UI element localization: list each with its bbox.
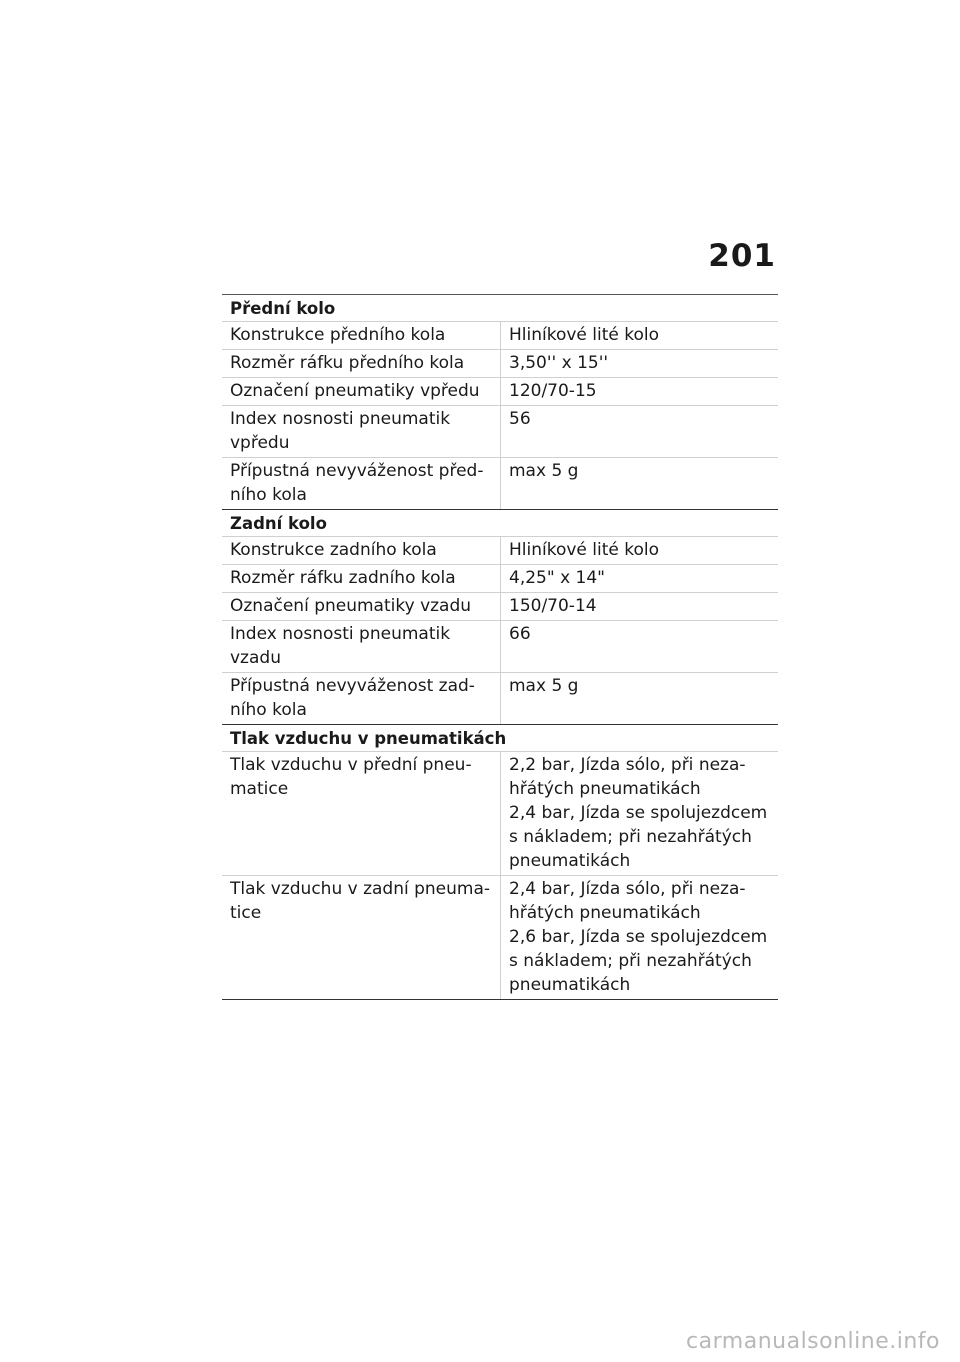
value-text: 66 bbox=[509, 624, 531, 644]
row-label: Konstrukce zadního kola bbox=[222, 537, 501, 564]
table-row bbox=[222, 406, 778, 458]
row-label: Tlak vzduchu v přední pneu-matice bbox=[222, 752, 501, 875]
row-value bbox=[501, 876, 778, 999]
value-text: 2,4 bar, Jízda se spolujezdcem s nákladem; při nezahřátých pneumatikách bbox=[509, 803, 768, 871]
value-text: 4,25" x 14" bbox=[509, 568, 605, 588]
row-label: Označení pneumatiky vzadu bbox=[222, 593, 501, 620]
table-row bbox=[222, 322, 778, 350]
value-text: Hliníkové lité kolo bbox=[509, 325, 660, 345]
row-value bbox=[501, 458, 778, 509]
value-text: max 5 g bbox=[509, 461, 579, 481]
row-value bbox=[501, 621, 778, 672]
value-text: 150/70-14 bbox=[509, 596, 597, 616]
row-label: Přípustná nevyváženost zad-ního kola bbox=[222, 673, 501, 724]
row-value bbox=[501, 537, 778, 564]
section-title: Tlak vzduchu v pneumatikách bbox=[222, 725, 778, 752]
table-row bbox=[222, 537, 778, 565]
value-text: Hliníkové lité kolo bbox=[509, 540, 660, 560]
row-value bbox=[501, 406, 778, 457]
row-value bbox=[501, 322, 778, 349]
section-title: Zadní kolo bbox=[222, 510, 778, 537]
row-value bbox=[501, 378, 778, 405]
table-row bbox=[222, 752, 778, 876]
value-text: 2,2 bar, Jízda sólo, při neza-hřátých pneumatikách bbox=[509, 755, 746, 799]
value-text: max 5 g bbox=[509, 676, 579, 696]
row-label: Přípustná nevyváženost před-ního kola bbox=[222, 458, 501, 509]
section-rear-wheel bbox=[222, 510, 778, 725]
row-value bbox=[501, 350, 778, 377]
table-row bbox=[222, 458, 778, 509]
value-text: 120/70-15 bbox=[509, 381, 597, 401]
watermark: carmanualsonline.info bbox=[686, 1329, 940, 1354]
row-label: Rozměr ráfku předního kola bbox=[222, 350, 501, 377]
row-label: Index nosnosti pneumatik vzadu bbox=[222, 621, 501, 672]
row-label: Konstrukce předního kola bbox=[222, 322, 501, 349]
row-label: Rozměr ráfku zadního kola bbox=[222, 565, 501, 592]
row-label: Tlak vzduchu v zadní pneuma-tice bbox=[222, 876, 501, 999]
value-text: 2,4 bar, Jízda sólo, při neza-hřátých pneumatikách bbox=[509, 879, 746, 923]
row-value bbox=[501, 593, 778, 620]
table-row bbox=[222, 876, 778, 999]
table-row bbox=[222, 378, 778, 406]
table-row bbox=[222, 621, 778, 673]
section-title: Přední kolo bbox=[222, 295, 778, 322]
value-text: 3,50'' x 15'' bbox=[509, 353, 609, 373]
row-label: Index nosnosti pneumatik vpředu bbox=[222, 406, 501, 457]
value-text: 2,6 bar, Jízda se spolujezdcem s nákladem; při nezahřátých pneumatikách bbox=[509, 927, 768, 995]
section-tire-pressure bbox=[222, 725, 778, 1000]
row-value bbox=[501, 673, 778, 724]
section-front-wheel bbox=[222, 295, 778, 510]
row-value bbox=[501, 752, 778, 875]
table-row bbox=[222, 565, 778, 593]
specification-table bbox=[222, 294, 778, 1000]
table-row bbox=[222, 593, 778, 621]
table-row bbox=[222, 350, 778, 378]
page-number: 201 bbox=[708, 238, 776, 274]
row-label: Označení pneumatiky vpředu bbox=[222, 378, 501, 405]
value-text: 56 bbox=[509, 409, 531, 429]
table-row bbox=[222, 673, 778, 724]
row-value bbox=[501, 565, 778, 592]
